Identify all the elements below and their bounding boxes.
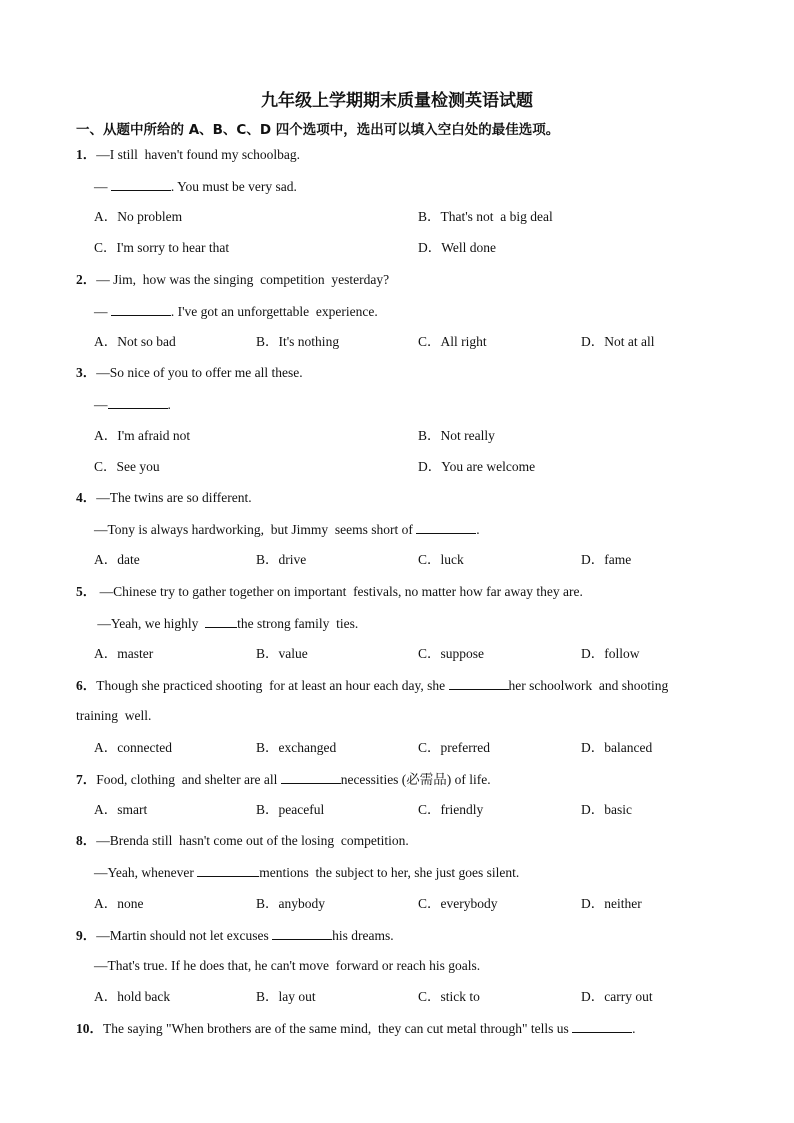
option-c[interactable]: C．luck: [418, 552, 464, 567]
question-text: —Chinese try to gather together on important festivals, no matter how far away they are.: [96, 584, 583, 599]
question-number: 2．: [76, 272, 97, 287]
answer-blank[interactable]: [272, 926, 332, 940]
question-number: 1．: [76, 147, 97, 162]
page-title: 九年级上学期期末质量检测英语试题: [261, 91, 533, 111]
question-text: .: [632, 1021, 636, 1036]
question-6-continuation: training well.: [76, 708, 152, 723]
question-text: —Martin should not let excuses: [96, 928, 273, 943]
option-d[interactable]: D．carry out: [581, 989, 653, 1004]
question-text: Food, clothing and shelter are all: [96, 772, 281, 787]
question-9-answer-line: —That's true. If he does that, he can't move forward or reach his goals.: [94, 958, 481, 973]
question-number: 9．: [76, 928, 97, 943]
option-b[interactable]: B．Not really: [418, 428, 495, 443]
option-d[interactable]: D．basic: [581, 802, 632, 817]
question-text: mentions the subject to her, she just goes silent.: [259, 865, 520, 880]
option-a[interactable]: A．date: [94, 552, 140, 567]
option-d[interactable]: D．follow: [581, 646, 640, 661]
option-b[interactable]: B．That's not a big deal: [418, 209, 553, 224]
option-a[interactable]: A．connected: [94, 740, 172, 755]
question-4-stem: [76, 489, 252, 507]
question-1-stem: [76, 146, 300, 164]
option-c[interactable]: C．suppose: [418, 646, 485, 661]
option-a[interactable]: A．none: [94, 896, 144, 911]
option-d[interactable]: D．Not at all: [581, 334, 655, 349]
option-b[interactable]: B．exchanged: [256, 740, 337, 755]
question-text: —: [94, 397, 108, 412]
option-b[interactable]: B．value: [256, 646, 308, 661]
option-a[interactable]: A．Not so bad: [94, 334, 176, 349]
question-text: —: [94, 179, 111, 194]
question-2-stem: [76, 271, 389, 289]
question-text: —Yeah, whenever: [94, 865, 198, 880]
question-5-stem: [76, 583, 583, 601]
option-c[interactable]: C．I'm sorry to hear that: [94, 240, 230, 255]
option-c[interactable]: C．stick to: [418, 989, 480, 1004]
question-text: necessities (必需品) of life.: [340, 772, 491, 787]
question-number: 7．: [76, 772, 97, 787]
question-3-stem: [76, 364, 303, 382]
option-c[interactable]: C．See you: [94, 459, 160, 474]
question-text: her schoolwork and shooting: [508, 678, 669, 693]
question-2-answer-line: [94, 302, 378, 321]
option-d[interactable]: D．neither: [581, 896, 642, 911]
question-text: —Yeah, we highly: [94, 616, 206, 631]
question-text: —: [94, 304, 111, 319]
question-text: . I've got an unforgettable experience.: [170, 304, 378, 319]
option-c[interactable]: C．friendly: [418, 802, 484, 817]
option-b[interactable]: B．peaceful: [256, 802, 325, 817]
option-d[interactable]: D．fame: [581, 552, 632, 567]
option-d[interactable]: D．Well done: [418, 240, 497, 255]
question-6-stem: [76, 676, 668, 695]
answer-blank[interactable]: [572, 1019, 632, 1033]
answer-blank[interactable]: [416, 520, 476, 534]
option-b[interactable]: B．anybody: [256, 896, 325, 911]
question-text: his dreams.: [332, 928, 394, 943]
option-c[interactable]: C．everybody: [418, 896, 498, 911]
option-a[interactable]: A．No problem: [94, 209, 183, 224]
option-a[interactable]: A．hold back: [94, 989, 171, 1004]
question-3-answer-line: [94, 395, 171, 414]
question-text: —I still haven't found my schoolbag.: [96, 147, 301, 162]
question-text: —Brenda still hasn't come out of the losing competition.: [96, 833, 409, 848]
question-text: the strong family ties.: [237, 616, 359, 631]
question-number: 10．: [76, 1021, 103, 1036]
question-text: —So nice of you to offer me all these.: [96, 365, 303, 380]
question-8-answer-line: [94, 863, 519, 882]
option-a[interactable]: A．I'm afraid not: [94, 428, 191, 443]
option-c[interactable]: C．preferred: [418, 740, 490, 755]
question-text: The saying "When brothers are of the same mind, they can cut metal through" tells us: [103, 1021, 573, 1036]
question-text: —The twins are so different.: [96, 490, 252, 505]
option-a[interactable]: A．smart: [94, 802, 148, 817]
question-number: 6．: [76, 678, 97, 693]
question-1-answer-line: [94, 177, 297, 196]
question-number: 8．: [76, 833, 97, 848]
question-number: 4．: [76, 490, 97, 505]
answer-blank[interactable]: [111, 177, 171, 191]
section-heading: 一、从题中所给的 A、B、C、D 四个选项中，选出可以填入空白处的最佳选项。: [76, 122, 560, 138]
answer-blank[interactable]: [111, 302, 171, 316]
question-5-answer-line: [94, 614, 358, 633]
option-d[interactable]: D．You are welcome: [418, 459, 536, 474]
option-b[interactable]: B．lay out: [256, 989, 316, 1004]
answer-blank[interactable]: [205, 614, 237, 628]
question-text: . You must be very sad.: [170, 179, 297, 194]
question-text: .: [167, 397, 171, 412]
question-text: —Tony is always hardworking, but Jimmy seems short of: [94, 522, 417, 537]
answer-blank[interactable]: [197, 863, 259, 877]
question-text: Though she practiced shooting for at least an hour each day, she: [96, 678, 449, 693]
question-text: .: [476, 522, 480, 537]
option-d[interactable]: D．balanced: [581, 740, 653, 755]
question-number: 5．: [76, 584, 97, 599]
question-10-stem: [76, 1019, 636, 1038]
answer-blank[interactable]: [281, 770, 341, 784]
question-7-stem: [76, 770, 491, 789]
question-8-stem: [76, 832, 409, 850]
question-4-answer-line: [94, 520, 480, 539]
answer-blank[interactable]: [449, 676, 509, 690]
option-a[interactable]: A．master: [94, 646, 154, 661]
option-b[interactable]: B．It's nothing: [256, 334, 340, 349]
option-b[interactable]: B．drive: [256, 552, 307, 567]
option-c[interactable]: C．All right: [418, 334, 487, 349]
question-number: 3．: [76, 365, 97, 380]
answer-blank[interactable]: [108, 395, 168, 409]
question-text: — Jim, how was the singing competition yesterday?: [96, 272, 390, 287]
question-9-stem: [76, 926, 394, 945]
